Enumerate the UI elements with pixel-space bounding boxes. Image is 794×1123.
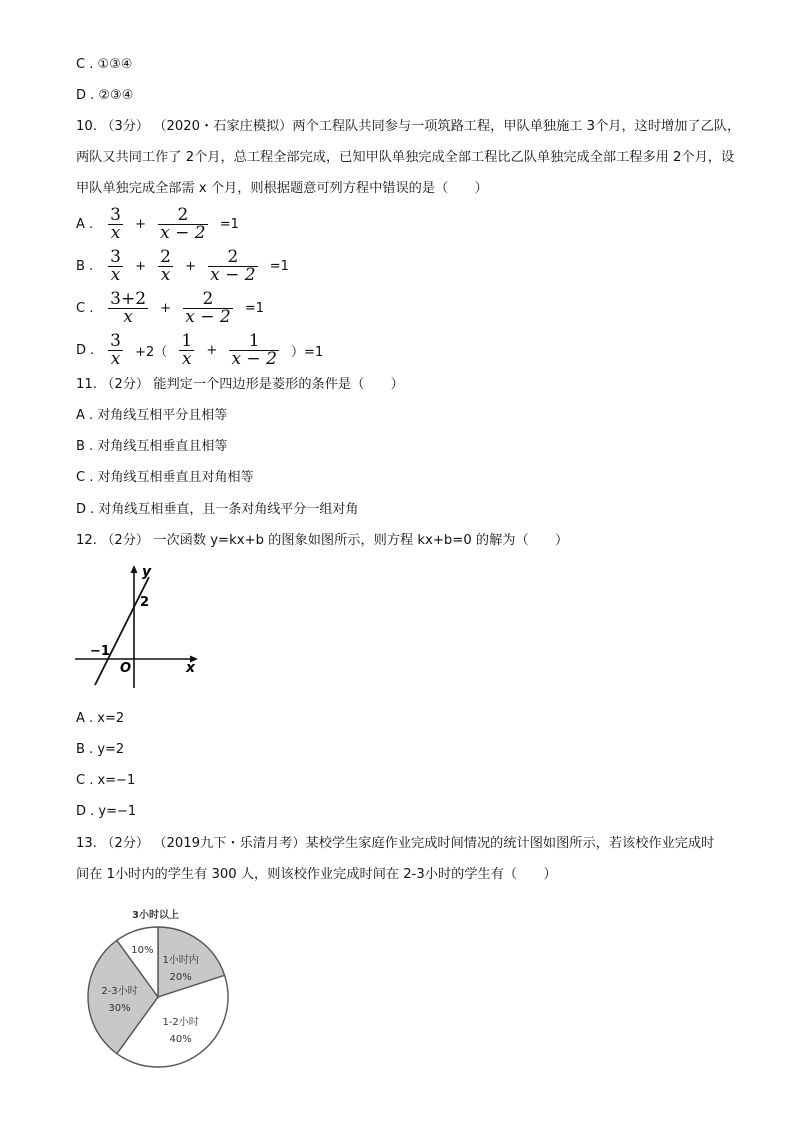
q9-option-d: D . ②③④: [76, 88, 134, 103]
fraction: $\frac{1}{x - 2}$: [231, 331, 277, 369]
fraction: $\frac{3}{x}$: [110, 247, 121, 285]
q12-option-c: C . x=−1: [76, 773, 136, 788]
q10-stem-line1: 10. （3分） （2020・石家庄模拟）两个工程队共同参与一项筑路工程，甲队单独施工 3个月，这时增加了乙队，: [76, 119, 741, 134]
fraction: $\frac{3+2}{x}$: [110, 289, 147, 327]
slice-percent-3h-plus: 10%: [131, 945, 154, 957]
y-axis-arrow-icon: [131, 565, 138, 573]
option-letter: A .: [76, 217, 94, 232]
q11-option-c: C . 对角线互相垂直且对角相等: [76, 470, 254, 485]
fraction: $\frac{3}{x}$: [110, 331, 121, 369]
y-axis-label: y: [142, 564, 152, 580]
q11-stem: 11. （2分） 能判定一个四边形是菱形的条件是（ ）: [76, 377, 404, 392]
fraction: $\frac{2}{x - 2}$: [210, 247, 256, 285]
option-letter: C .: [76, 301, 94, 316]
q12-stem: 12. （2分） 一次函数 y=kx+b 的图象如图所示，则方程 kx+b=0 的解为（ ）: [76, 533, 569, 548]
slice-percent-1h-within: 20%: [169, 971, 192, 983]
q12-option-a: A . x=2: [76, 711, 125, 726]
q13-stem-line2: 间在 1小时内的学生有 300 人，则该校作业完成时间在 2-3小时的学生有（ ）: [76, 867, 557, 882]
slice-label-1h-within: 1小时内: [162, 954, 199, 966]
option-letter: B .: [76, 259, 94, 274]
q10-option-c: C . $\frac{3+2}{x}$ + $\frac{2}{x - 2}$ =1: [76, 289, 264, 327]
fraction: $\frac{3}{x}$: [110, 205, 121, 243]
pie-chart: [80, 905, 240, 1070]
linear-function-graph: [70, 558, 210, 690]
fraction: $\frac{2}{x - 2}$: [160, 205, 206, 243]
q13-stem-line1: 13. （2分） （2019九下・乐清月考）某校学生家庭作业完成时间情况的统计图如图所示，若该校作业完成时: [76, 836, 715, 851]
fraction: $\frac{2}{x}$: [160, 247, 171, 285]
q11-option-d: D . 对角线互相垂直，且一条对角线平分一组对角: [76, 502, 359, 517]
slice-label-1-2h: 1-2小时: [162, 1017, 199, 1029]
q9-option-c: C . ①③④: [76, 57, 133, 72]
x-intercept-label: −1: [90, 644, 110, 659]
origin-label: O: [120, 661, 132, 676]
fraction: $\frac{1}{x}$: [181, 331, 193, 369]
q12-option-d: D . y=−1: [76, 804, 137, 819]
option-letter: D .: [76, 343, 95, 358]
q10-option-a: A . $\frac{3}{x}$ + $\frac{2}{x - 2}$ =1: [76, 205, 239, 243]
y-intercept-label: 2: [140, 595, 150, 610]
slice-label-3h-plus: 3小时以上: [132, 910, 179, 921]
slice-percent-2-3h: 30%: [108, 1003, 131, 1014]
slice-label-2-3h: 2-3小时: [101, 986, 138, 997]
x-axis-label: x: [186, 660, 196, 676]
slice-percent-1-2h: 40%: [169, 1034, 192, 1046]
q10-option-b: B . $\frac{3}{x}$ + $\frac{2}{x}$ + $\frac{2}{x - 2}$ =1: [76, 247, 289, 285]
q10-option-d: D . $\frac{3}{x}$ +2（ $\frac{1}{x}$ + $\frac{1}{x - 2}$ ）=1: [76, 331, 324, 369]
q12-option-b: B . y=2: [76, 742, 125, 757]
fraction: $\frac{2}{x - 2}$: [185, 289, 231, 327]
q10-stem-line2: 两队又共同工作了 2个月，总工程全部完成，已知甲队单独完成全部工程比乙队单独完成全部工程多用 2个月，设: [76, 150, 735, 165]
q11-option-a: A . 对角线互相平分且相等: [76, 408, 228, 423]
q10-stem-line3: 甲队单独完成全部需 x 个月，则根据题意可列方程中错误的是（ ）: [76, 181, 488, 196]
q11-option-b: B . 对角线互相垂直且相等: [76, 439, 228, 454]
